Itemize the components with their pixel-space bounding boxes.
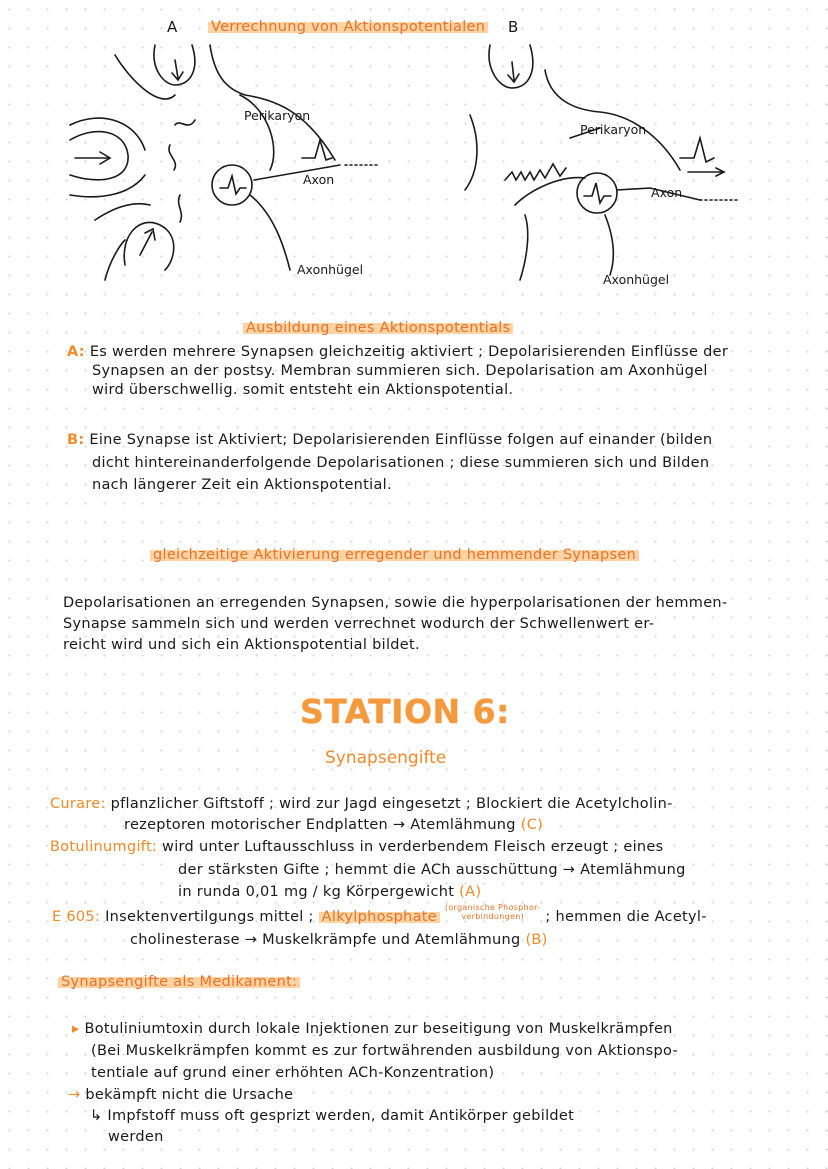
- ausbildung-a-block: [67, 343, 807, 362]
- ausbildung-heading: Ausbildung eines Aktionspotentials: [243, 319, 513, 338]
- ausbildung-b-line-1: Eine Synapse ist Aktiviert; Depolarisierenden Einflüsse folgen auf einander (bilden: [89, 432, 713, 448]
- neuron-b-axon-label: Axon: [651, 185, 683, 200]
- diagram-label-b: B: [508, 18, 519, 36]
- e605-line-2: cholinesterase → Muskelkrämpfe und Atemlähmung: [130, 932, 521, 948]
- e605-note-1: (organische Phosphor-: [444, 903, 541, 912]
- marker-b: B:: [67, 432, 85, 448]
- curare-term: Curare:: [50, 796, 106, 812]
- botulinum-term: Botulinumgift:: [50, 839, 158, 855]
- e605-entry: [52, 903, 707, 927]
- gleichzeitig-line-1: Depolarisationen an erregenden Synapsen, sowie die hyperpolarisationen der hemmen-: [63, 595, 728, 611]
- marker-a: A:: [67, 344, 85, 360]
- diagram-label-a: A: [167, 18, 178, 36]
- neuron-a-sketch: [70, 45, 380, 280]
- neuron-a-axon-label: Axon: [303, 172, 335, 187]
- neuron-a-axonhuegel-label: Axonhügel: [297, 262, 364, 277]
- botulinum-ref: (A): [459, 884, 482, 900]
- gleichzeitig-line-3: reicht wird und sich ein Aktionspotential bildet.: [63, 637, 420, 653]
- sub-arrow-icon: ↳: [90, 1108, 103, 1124]
- ausbildung-b-line-3: nach längerer Zeit ein Aktionspotential.: [92, 477, 392, 493]
- arrow-icon: →: [68, 1087, 81, 1103]
- botulinum-line-3-row: [178, 883, 481, 902]
- neuron-b-perikaryon-label: Perikaryon: [580, 122, 647, 137]
- medikament-heading: Synapsengifte als Medikament:: [58, 973, 300, 992]
- gleichzeitig-heading: gleichzeitige Aktivierung erregender und hemmender Synapsen: [150, 546, 639, 565]
- curare-line-2: rezeptoren motorischer Endplatten → Atemlähmung: [124, 817, 516, 833]
- curare-entry: [50, 795, 673, 814]
- ausbildung-a-line-1: Es werden mehrere Synapsen gleichzeitig aktiviert ; Depolarisierenden Einflüsse der: [89, 344, 729, 360]
- botulinum-entry: [50, 838, 663, 857]
- ausbildung-a-line-3: wird überschwellig. somit entsteht ein Aktionspotential.: [92, 382, 514, 398]
- medikament-sub-row: [90, 1107, 574, 1126]
- curare-line-2-row: [124, 816, 543, 835]
- diagram-title: Verrechnung von Aktionspotentialen: [208, 18, 488, 37]
- medikament-line-1: Botuliniumtoxin durch lokale Injektionen zur beseitigung von Muskelkrämpfen: [84, 1021, 673, 1037]
- gleichzeitig-line-2: Synapse sammeln sich und werden verrechnet wodurch der Schwellenwert er-: [63, 616, 655, 632]
- e605-line-1-pre: Insektenvertilgungs mittel ;: [105, 909, 314, 925]
- botulinum-line-3: in runda 0,01 mg / kg Körpergewicht: [178, 884, 455, 900]
- curare-line-1: pflanzlicher Giftstoff ; wird zur Jagd eingesetzt ; Blockiert die Acetylcholin-: [110, 796, 673, 812]
- medikament-line-3: tentiale auf grund einer erhöhten ACh-Konzentration): [91, 1065, 495, 1081]
- medikament-sub-line-2: werden: [108, 1129, 164, 1145]
- botulinum-line-2: der stärksten Gifte ; hemmt die ACh ausschüttung → Atemlähmung: [178, 862, 686, 878]
- e605-alkylphosphate: Alkylphosphate: [319, 909, 440, 925]
- e605-note: [445, 903, 541, 921]
- curare-ref: (C): [520, 817, 544, 833]
- neuron-drawings: [0, 0, 828, 300]
- medikament-line-2: (Bei Muskelkrämpfen kommt es zur fortwährenden ausbildung von Aktionspo-: [91, 1043, 678, 1059]
- bullet-icon: ▸: [72, 1021, 80, 1037]
- station-subtitle: Synapsengifte: [325, 748, 447, 768]
- station-title: STATION 6:: [300, 692, 510, 731]
- neuron-a-perikaryon-label: Perikaryon: [244, 108, 311, 123]
- medikament-arrow-line: bekämpft nicht die Ursache: [85, 1087, 294, 1103]
- ausbildung-a-line-2: Synapsen an der postsy. Membran summieren sich. Depolarisation am Axonhügel: [92, 363, 708, 379]
- neuron-b-axonhuegel-label: Axonhügel: [603, 272, 670, 287]
- medikament-arrow-row: [68, 1086, 293, 1105]
- ausbildung-b-block: [67, 431, 807, 450]
- medikament-bullet-row: [72, 1020, 673, 1039]
- botulinum-line-1: wird unter Luftausschluss in verderbendem Fleisch erzeugt ; eines: [162, 839, 664, 855]
- e605-line-2-row: [130, 931, 548, 950]
- ausbildung-b-line-2: dicht hintereinanderfolgende Depolarisationen ; diese summieren sich und Bilden: [92, 455, 710, 471]
- neuron-b-sketch: [465, 45, 740, 280]
- medikament-sub-line-1: Impfstoff muss oft gesprizt werden, damit Antikörper gebildet: [107, 1108, 575, 1124]
- e605-ref: (B): [525, 932, 548, 948]
- e605-line-1-post: ; hemmen die Acetyl-: [545, 909, 707, 925]
- e605-note-2: verbindungen): [461, 912, 524, 921]
- e605-term: E 605:: [52, 909, 101, 925]
